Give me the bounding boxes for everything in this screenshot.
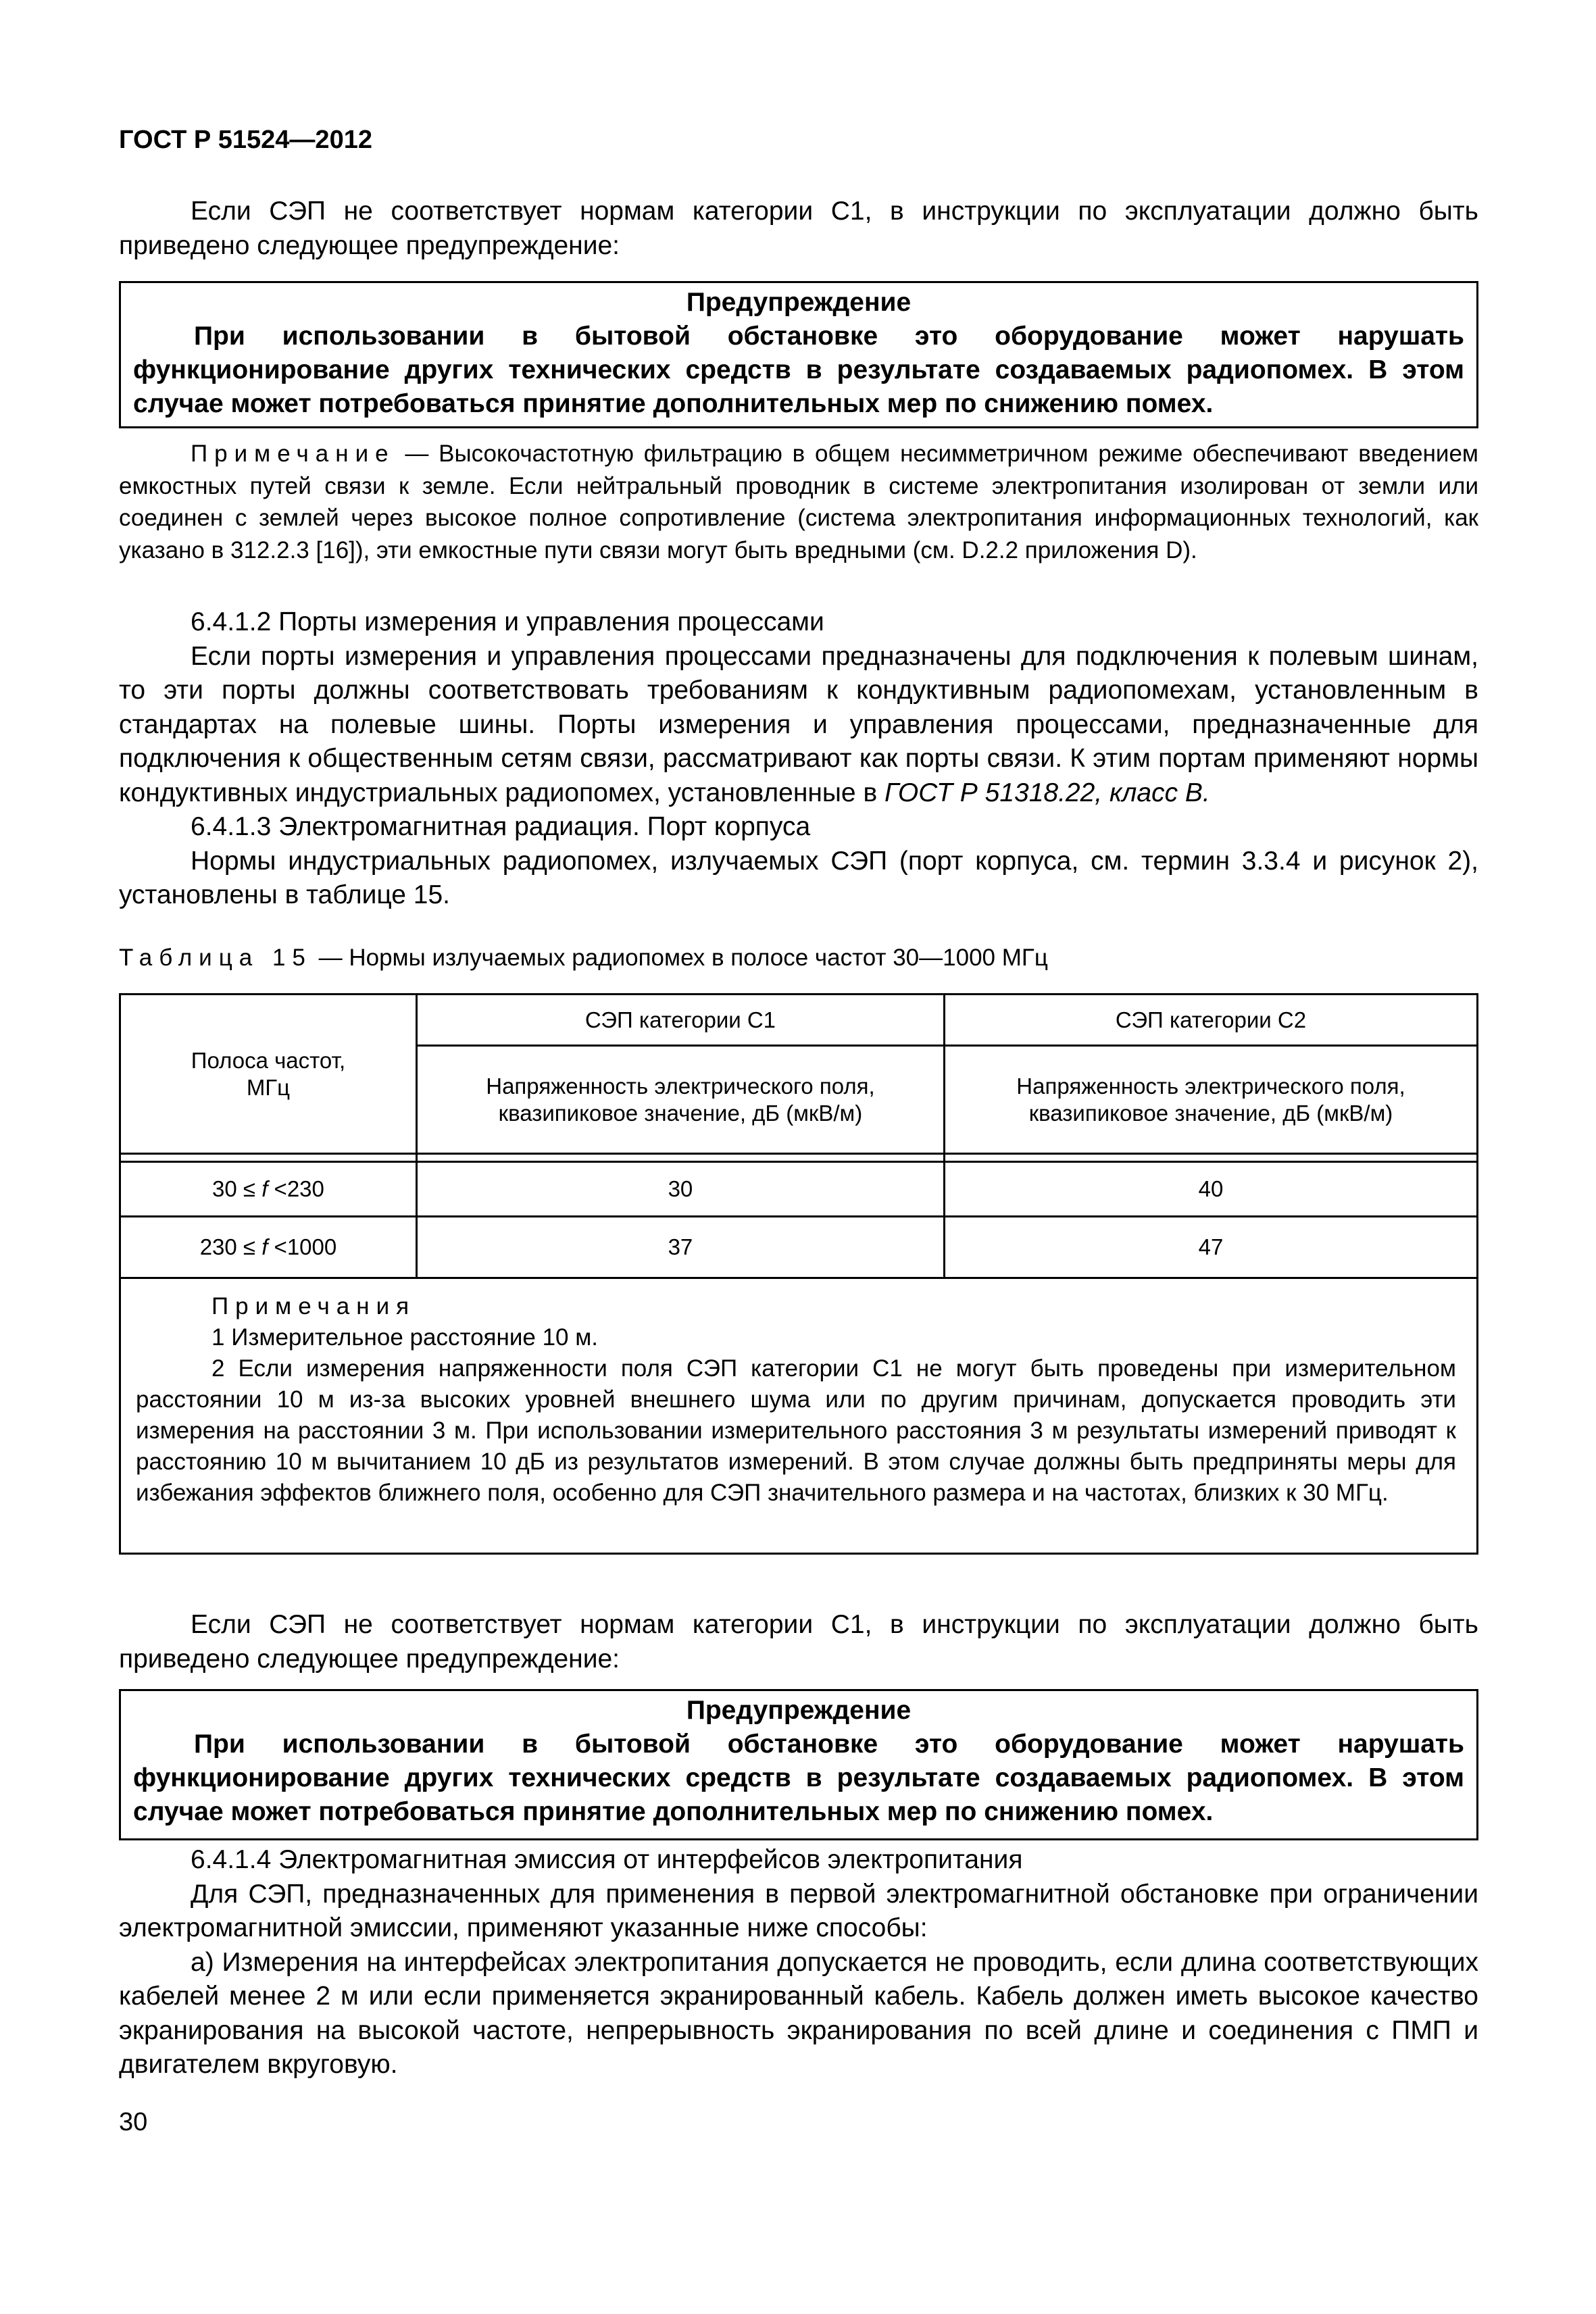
subheader-field-strength: Напряженность электрического поля, квазипиковое значение, дБ (мкВ/м) — [416, 1046, 944, 1154]
note-1: 1 Измерительное расстояние 10 м. — [211, 1324, 599, 1351]
warning-box-1 — [119, 281, 1478, 428]
subheader-field-strength: Напряженность электрического поля, квазипиковое значение, дБ (мкВ/м) — [944, 1046, 1477, 1154]
c1-value: 30 — [416, 1162, 944, 1217]
warning-title: Предупреждение — [686, 288, 912, 317]
list-item-a: а) Измерения на интерфейсах электропитания допускается не проводить, если длина соответствующих кабелей менее 2 м или если применяется экранированный кабель. Кабель должен иметь высокое качество экранирования на высокой частоте, непрерывность экранирования по всей длине и соединения с ПМП и двигателем вкруговую. — [119, 1947, 1478, 2079]
warning-title: Предупреждение — [686, 1696, 912, 1725]
note-2: 2 Если измерения напряженности поля СЭП категории С1 не могут быть проведены при измерительном расстоянии 10 м из-за высоких уровней внешнего шума или по другим причинам, допускается проводить эти измерения на расстоянии 3 м. При использовании измерительного расстояния 3 м результаты измерений приводят к расстоянию 10 м вычитанием 10 дБ из результатов измерений. В этом случае должны быть предприняты меры для избежания эффектов ближнего поля, особенно для СЭП значительного размера и на частотах, близких к 30 МГц. — [136, 1355, 1456, 1506]
note — [119, 438, 1478, 566]
table-caption-text: — Нормы излучаемых радиопомех в полосе частот 30—1000 МГц — [311, 945, 1048, 971]
page-number: 30 — [119, 2108, 148, 2136]
table-15 — [119, 993, 1478, 1555]
table-notes — [120, 1278, 1478, 1554]
header-category-c2: СЭП категории С2 — [944, 995, 1477, 1046]
c2-value: 47 — [944, 1217, 1477, 1278]
section-text: Если порты измерения и управления процессами предназначены для подключения к полевым шинам, то эти порты должны соответствовать требованиям к кондуктивным радиопомехам, установленным в стандартах на полевые шины. Порты измерения и управления процессами, предназначенные для подключения к общественным сетям связи, рассматривают как порты связи. К этим портам применяют нормы кондуктивных индустриальных радиопомех, установленные в — [119, 641, 1478, 807]
header-frequency-band: Полоса частот, МГц — [120, 995, 417, 1154]
note-text: — Высокочастотную фильтрацию в общем несимметричном режиме обеспечивают введением емкостных путей связи к земле. Если нейтральный проводник в системе электропитания изолирован от земли или соединен с землей через высокое полное сопротивление (система электропитания информационных технологий, как указано в 312.2.3 [16]), эти емкостные пути связи могут быть вредными (см. D.2.2 приложения D). — [119, 441, 1478, 563]
notes-label: Примечания — [211, 1293, 416, 1319]
section-text: Нормы индустриальных радиопомех, излучаемых СЭП (порт корпуса, см. термин 3.3.4 и рисунок 2), установлены в таблице 15. — [119, 846, 1478, 909]
section-title: 6.4.1.3 Электромагнитная радиация. Порт корпуса — [191, 812, 811, 841]
table-row — [120, 1162, 1478, 1217]
document-header: ГОСТ Р 51524—2012 — [119, 126, 372, 154]
table-row — [120, 1217, 1478, 1278]
section-title: 6.4.1.4 Электромагнитная эмиссия от интерфейсов электропитания — [191, 1845, 1023, 1874]
warning-text: При использовании в бытовой обстановке это оборудование может нарушать функционирование других технических средств в результате создаваемых радиопомех. В этом случае может потребоваться принятие дополнительных мер по снижению помех. — [133, 322, 1464, 418]
c1-value: 37 — [416, 1217, 944, 1278]
section-title: 6.4.1.2 Порты измерения и управления процессами — [191, 607, 824, 636]
warning-text: При использовании в бытовой обстановке это оборудование может нарушать функционирование других технических средств в результате создаваемых радиопомех. В этом случае может потребоваться принятие дополнительных мер по снижению помех. — [133, 1730, 1464, 1826]
header-category-c1: СЭП категории С1 — [416, 995, 944, 1046]
note-label: Примечание — [191, 441, 395, 467]
frequency-cell: 230 ≤ f <1000 — [120, 1217, 417, 1278]
table-caption — [119, 945, 1478, 972]
frequency-cell: 30 ≤ f <230 — [120, 1162, 417, 1217]
warning-box-2 — [119, 1689, 1478, 1840]
table-caption-label: Таблица 15 — [119, 945, 312, 971]
section-text: Для СЭП, предназначенных для применения в первой электромагнитной обстановке при ограничении электромагнитной эмиссии, применяют указанные ниже способы: — [119, 1879, 1478, 1942]
c2-value: 40 — [944, 1162, 1477, 1217]
paragraph: Если СЭП не соответствует нормам категории С1, в инструкции по эксплуатации должно быть приведено следующее предупреждение: — [119, 1610, 1478, 1674]
standard-reference: ГОСТ Р 51318.22, класс В. — [884, 778, 1210, 807]
paragraph: Если СЭП не соответствует нормам категории С1, в инструкции по эксплуатации должно быть приведено следующее предупреждение: — [119, 197, 1478, 260]
